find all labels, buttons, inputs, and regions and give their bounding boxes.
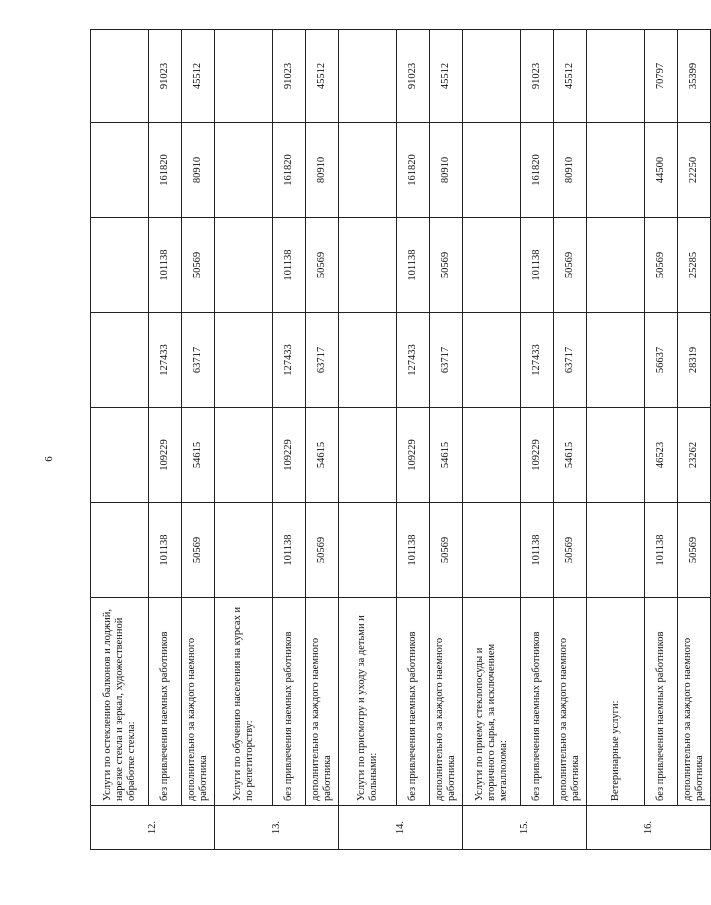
table-row: [587, 30, 645, 850]
table-row: [678, 30, 711, 850]
value-cell: 70797: [645, 30, 678, 123]
value-cell: 45512: [430, 30, 463, 123]
value-cell: 101138: [273, 503, 306, 598]
service-option-label: без привлечения наемных работников: [397, 598, 430, 806]
value-cell: 109229: [273, 408, 306, 503]
table-row: [306, 30, 339, 850]
value-cell: [91, 30, 149, 123]
value-cell: 50569: [430, 503, 463, 598]
value-cell: 50569: [645, 218, 678, 313]
tax-table: [90, 29, 711, 850]
value-cell: 35399: [678, 30, 711, 123]
value-cell: 80910: [306, 123, 339, 218]
table-row: [215, 30, 273, 850]
service-option-label: дополнительно за каждого наемного работника: [182, 598, 215, 806]
value-cell: 23262: [678, 408, 711, 503]
value-cell: 50569: [678, 503, 711, 598]
value-cell: 161820: [397, 123, 430, 218]
value-cell: 25285: [678, 218, 711, 313]
value-cell: [215, 123, 273, 218]
value-cell: [587, 218, 645, 313]
value-cell: [91, 218, 149, 313]
value-cell: 54615: [182, 408, 215, 503]
table-row: [554, 30, 587, 850]
row-index: 15.: [463, 806, 587, 850]
value-cell: 28319: [678, 313, 711, 408]
value-cell: 50569: [182, 218, 215, 313]
value-cell: 54615: [306, 408, 339, 503]
page-number: 6: [42, 456, 55, 462]
service-option-label: дополнительно за каждого наемного работника: [306, 598, 339, 806]
value-cell: 101138: [645, 503, 678, 598]
value-cell: [587, 123, 645, 218]
service-category-label: Услуги по приему стеклопосуды и вторичного сырья, за исключением металлолома:: [463, 598, 521, 806]
value-cell: 101138: [397, 503, 430, 598]
value-cell: [339, 30, 397, 123]
value-cell: 54615: [430, 408, 463, 503]
value-cell: 101138: [149, 503, 182, 598]
service-category-label: Услуги по присмотру и уходу за детьми и больными:: [339, 598, 397, 806]
table-row: [91, 30, 149, 850]
value-cell: [463, 408, 521, 503]
table-row: [149, 30, 182, 850]
value-cell: [587, 503, 645, 598]
row-index: 12.: [91, 806, 215, 850]
value-cell: [91, 123, 149, 218]
value-cell: 45512: [182, 30, 215, 123]
service-category-label: Услуги по остеклению балконов и лоджий, нарезке стекла и зеркал, художественной обработке стекла:: [91, 598, 149, 806]
value-cell: [463, 30, 521, 123]
table-row: [182, 30, 215, 850]
table-row: [463, 30, 521, 850]
value-cell: 56637: [645, 313, 678, 408]
value-cell: 45512: [554, 30, 587, 123]
value-cell: 44500: [645, 123, 678, 218]
value-cell: 161820: [521, 123, 554, 218]
row-index: 14.: [339, 806, 463, 850]
row-index: 16.: [587, 806, 711, 850]
value-cell: 101138: [521, 218, 554, 313]
value-cell: [587, 313, 645, 408]
table-row: [430, 30, 463, 850]
table-row: [273, 30, 306, 850]
value-cell: [91, 503, 149, 598]
service-option-label: дополнительно за каждого наемного работника: [678, 598, 711, 806]
value-cell: [463, 218, 521, 313]
value-cell: 101138: [273, 218, 306, 313]
value-cell: 91023: [149, 30, 182, 123]
value-cell: [339, 218, 397, 313]
value-cell: 101138: [149, 218, 182, 313]
value-cell: 46523: [645, 408, 678, 503]
table-row: [645, 30, 678, 850]
value-cell: [215, 30, 273, 123]
service-option-label: без привлечения наемных работников: [645, 598, 678, 806]
value-cell: [339, 408, 397, 503]
value-cell: 50569: [554, 218, 587, 313]
row-index: 13.: [215, 806, 339, 850]
value-cell: [339, 313, 397, 408]
value-cell: [215, 313, 273, 408]
value-cell: 101138: [521, 503, 554, 598]
value-cell: 50569: [554, 503, 587, 598]
table-row: [339, 30, 397, 850]
value-cell: 80910: [182, 123, 215, 218]
value-cell: 161820: [273, 123, 306, 218]
value-cell: 22250: [678, 123, 711, 218]
value-cell: [339, 503, 397, 598]
value-cell: 161820: [149, 123, 182, 218]
value-cell: [339, 123, 397, 218]
value-cell: 109229: [149, 408, 182, 503]
value-cell: [463, 503, 521, 598]
value-cell: 127433: [273, 313, 306, 408]
rotated-table-sheet: [90, 30, 705, 850]
table-body: [91, 30, 711, 850]
value-cell: 50569: [182, 503, 215, 598]
value-cell: [587, 30, 645, 123]
service-option-label: дополнительно за каждого наемного работника: [430, 598, 463, 806]
value-cell: 101138: [397, 218, 430, 313]
value-cell: 127433: [149, 313, 182, 408]
table-row: [521, 30, 554, 850]
value-cell: 127433: [397, 313, 430, 408]
service-option-label: без привлечения наемных работников: [149, 598, 182, 806]
value-cell: [91, 313, 149, 408]
service-category-label: Услуги по обучению населения на курсах и по репетиторству:: [215, 598, 273, 806]
value-cell: 63717: [554, 313, 587, 408]
value-cell: 50569: [306, 503, 339, 598]
value-cell: [215, 503, 273, 598]
value-cell: [215, 408, 273, 503]
value-cell: 45512: [306, 30, 339, 123]
value-cell: 109229: [521, 408, 554, 503]
value-cell: 91023: [273, 30, 306, 123]
service-option-label: дополнительно за каждого наемного работника: [554, 598, 587, 806]
value-cell: 50569: [306, 218, 339, 313]
value-cell: 63717: [306, 313, 339, 408]
service-option-label: без привлечения наемных работников: [521, 598, 554, 806]
service-category-label: Ветеринарные услуги:: [587, 598, 645, 806]
value-cell: 54615: [554, 408, 587, 503]
value-cell: 50569: [430, 218, 463, 313]
value-cell: [91, 408, 149, 503]
value-cell: [587, 408, 645, 503]
value-cell: 80910: [430, 123, 463, 218]
service-option-label: без привлечения наемных работников: [273, 598, 306, 806]
value-cell: 91023: [521, 30, 554, 123]
value-cell: 91023: [397, 30, 430, 123]
value-cell: 109229: [397, 408, 430, 503]
value-cell: [463, 313, 521, 408]
value-cell: [463, 123, 521, 218]
value-cell: 63717: [182, 313, 215, 408]
value-cell: 80910: [554, 123, 587, 218]
value-cell: 63717: [430, 313, 463, 408]
table-row: [397, 30, 430, 850]
value-cell: [215, 218, 273, 313]
value-cell: 127433: [521, 313, 554, 408]
